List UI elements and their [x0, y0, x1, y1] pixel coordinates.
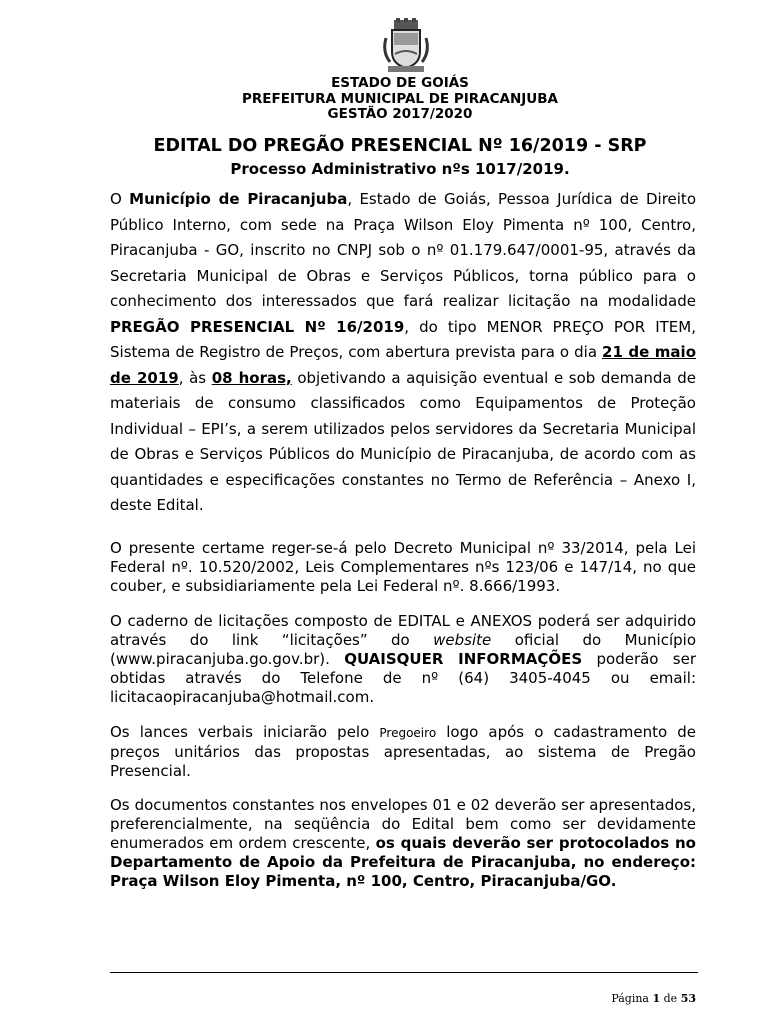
protocol-address: os quais deverão ser protocolados no Departamento de Apoio da Prefeitura de Piracanjuba, no endereço: Praça Wilson Eloy Pimenta, nº 100, Centro, Piracanjuba/GO. — [110, 834, 696, 890]
paragraph-documents: O caderno de licitações composto de EDITAL e ANEXOS poderá ser adquirido através do link “licitações” do website oficial do Município (www.piracanjuba.go.gov.br). QUAISQUER INFORMAÇÕES poderão ser obtidas através do Telefone de nº (64) 3405-4045 ou email: licitacaopiracanjuba@hotmail.com. — [110, 612, 697, 706]
header-state: ESTADO DE GOIÁS — [331, 75, 469, 91]
municipal-coat-of-arms-icon — [380, 18, 432, 74]
paragraph-legal-basis: O presente certame reger-se-á pelo Decreto Municipal nº 33/2014, pela Lei Federal nº. 10.520/2002, Leis Complementares nºs 123/06 e 147/14, no que couber, e subsidiariamente pela Lei Federal nº. 8.666/1993. — [110, 539, 696, 595]
paragraph-intro: O Município de Piracanjuba, Estado de Goiás, Pessoa Jurídica de Direito Público Interno, com sede na Praça Wilson Eloy Pimenta nº 100, Centro, Piracanjuba - GO, inscrito no CNPJ sob o nº 01.179.647/0001-95, através da Secretaria Municipal de Obras e Serviços Públicos, torna público para o conhecimento dos interessados que fará realizar licitação na modalidade PREGÃO PRESENCIAL Nº 16/2019, do tipo MENOR PREÇO POR ITEM, Sistema de Registro de Preços, com abertura prevista para o dia 21 de maio de 2019, às 08 horas, objetivando a aquisição eventual e sob demanda de materiais de consumo classificados como Equipamentos de Proteção Individual – EPI’s, a serem utilizados pelos servidores da Secretaria Municipal de Obras e Serviços Públicos do Município de Piracanjuba, de acordo com as quantidades e especificações constantes no Termo de Referência – Anexo I, deste Edital. — [110, 190, 697, 514]
document-title: EDITAL DO PREGÃO PRESENCIAL Nº 16/2019 - SRP — [153, 136, 647, 156]
page-number: Página 1 de 53 — [611, 992, 696, 1005]
document-subtitle: Processo Administrativo nºs 1017/2019. — [230, 160, 570, 178]
header-prefecture: PREFEITURA MUNICIPAL DE PIRACANJUBA — [241, 91, 558, 107]
opening-time: 08 horas, — [211, 368, 292, 387]
opening-date: 21 de maio de 2019 — [110, 343, 697, 387]
information-emphasis: QUAISQUER INFORMAÇÕES — [344, 650, 583, 668]
paragraph-bids: Os lances verbais iniciarão pelo Pregoeiro logo após o cadastramento de preços unitários das propostas apresentadas, ao sistema de Pregão Presencial. — [110, 723, 696, 780]
footer-divider — [110, 972, 698, 973]
modality-name: PREGÃO PRESENCIAL Nº 16/2019 — [110, 317, 405, 336]
paragraph-envelopes: Os documentos constantes nos envelopes 01 e 02 deverão ser apresentados, preferencialmente, na seqüência do Edital bem como ser devidamente enumerados em ordem crescente, os quais deverão ser protocolados no Departamento de Apoio da Prefeitura de Piracanjuba, no endereço: Praça Wilson Eloy Pimenta, nº 100, Centro, Piracanjuba/GO. — [110, 796, 696, 890]
municipality-name: Município de Piracanjuba — [129, 190, 348, 208]
header-term: GESTÃO 2017/2020 — [327, 106, 473, 122]
